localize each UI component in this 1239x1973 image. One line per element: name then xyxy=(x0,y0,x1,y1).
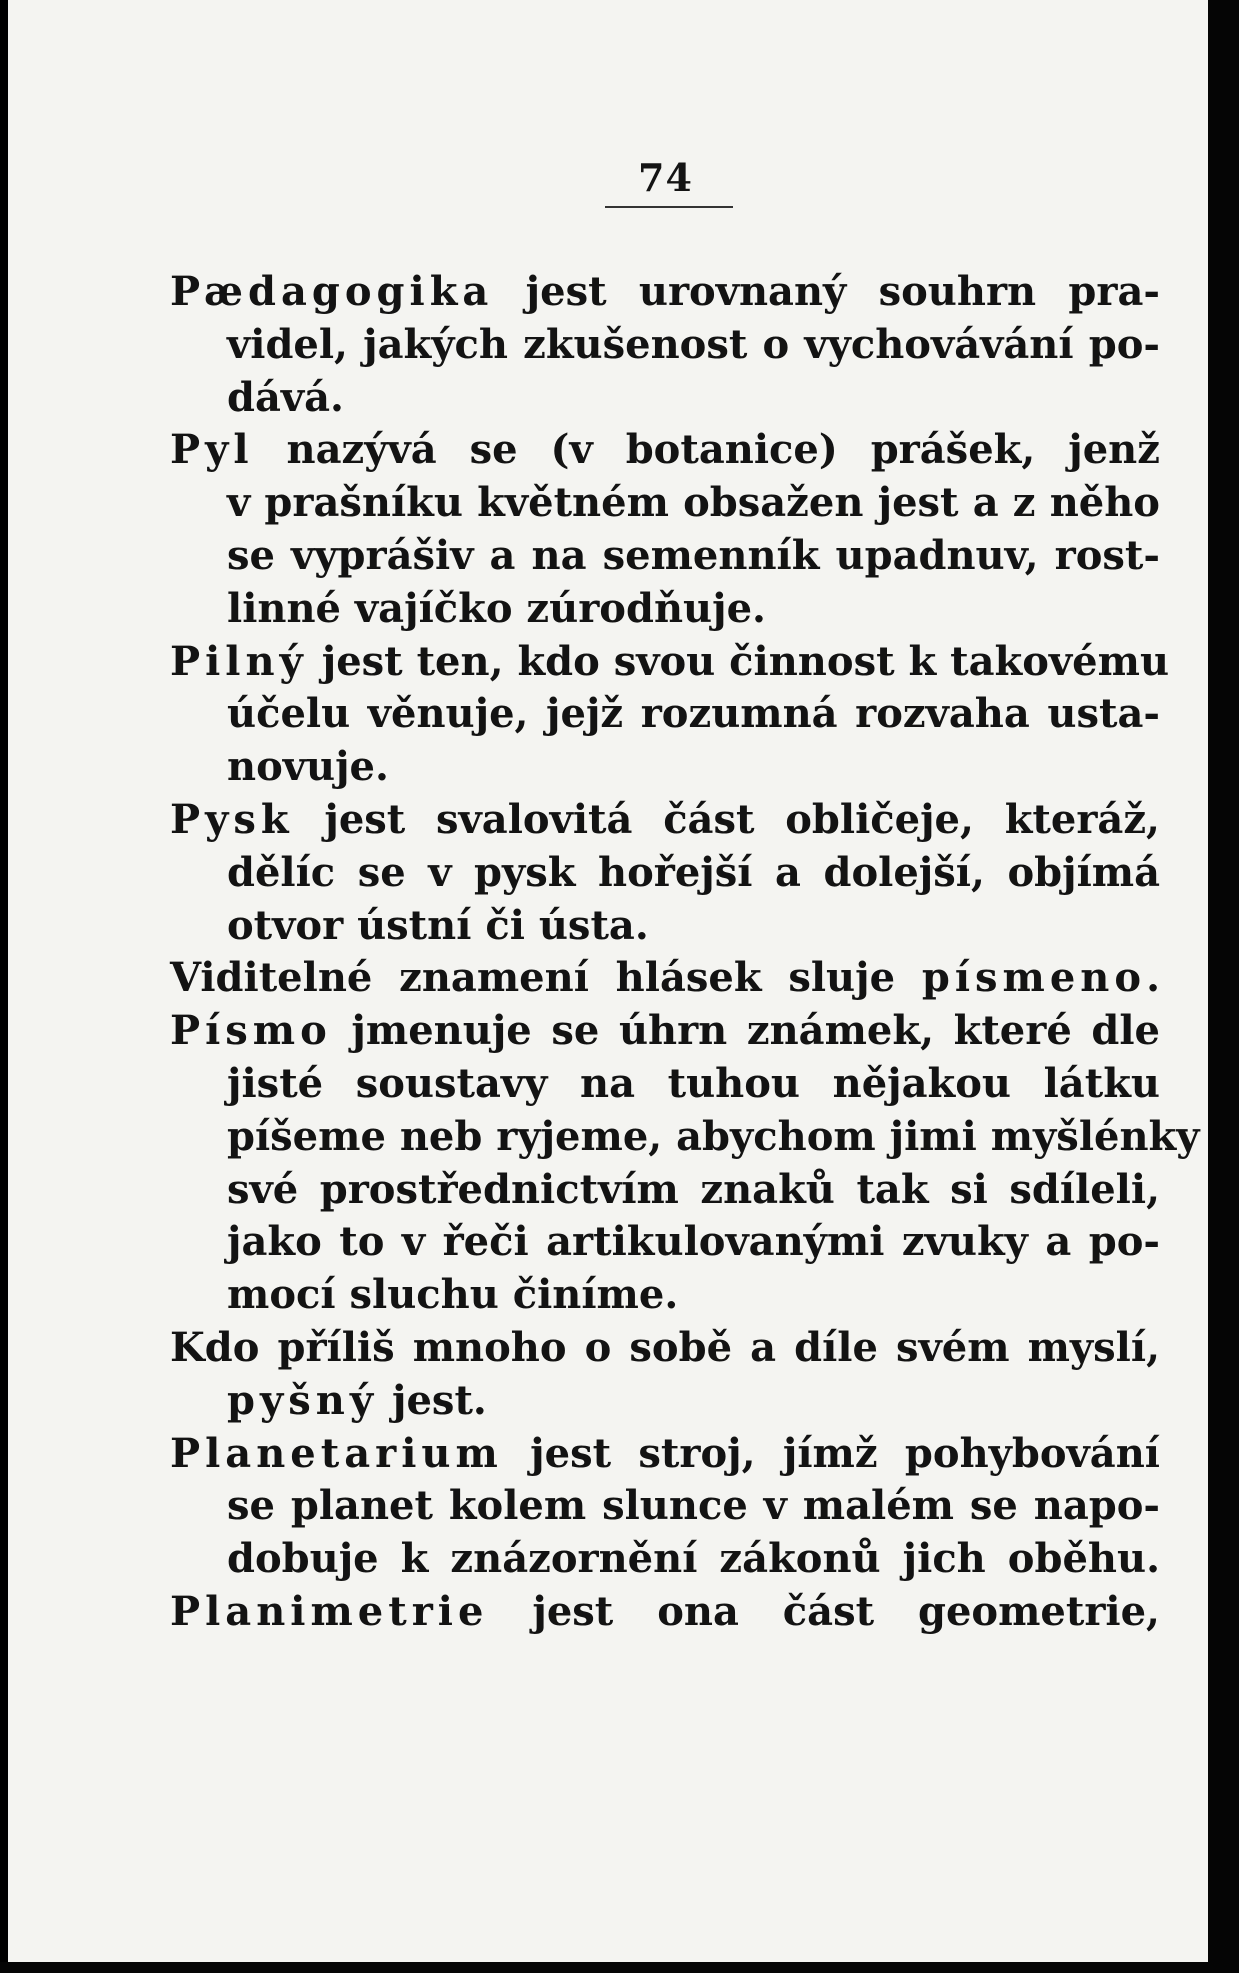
entry-line: své prostřednictvím znaků tak si sdíleli, xyxy=(227,1165,1160,1213)
entry-line: Kdo příliš mnoho o sobě a díle svém myslí, xyxy=(170,1323,1160,1371)
entry-term: Pyl xyxy=(170,426,254,474)
entry-line: mocí sluchu činíme. xyxy=(227,1271,679,1319)
entry-line xyxy=(170,794,1160,847)
entry-line xyxy=(170,1586,1160,1639)
entry-line xyxy=(170,424,1160,477)
entry-line xyxy=(170,636,1170,689)
entry-line xyxy=(170,266,1160,319)
entry-line xyxy=(170,1005,1160,1058)
entry-line xyxy=(170,1375,1160,1428)
entry-line: videl, jakých zkušenost o vychovávání po- xyxy=(227,320,1160,368)
scan-edge-right xyxy=(1208,0,1239,1973)
entry-term: Pysk xyxy=(170,795,294,843)
entry-term: Pilný xyxy=(170,637,308,685)
page-number-rule xyxy=(605,206,733,208)
entry-punctuation: . xyxy=(1146,954,1160,1002)
entry-line: jako to v řeči artikulovanými zvuky a po- xyxy=(227,1218,1160,1266)
entry-term: písmeno xyxy=(921,954,1147,1002)
entry-text: jest ten, kdo svou činnost k takovému xyxy=(321,637,1170,685)
entry-text: jest ona část geometrie, xyxy=(532,1587,1160,1635)
entry-line: jisté soustavy na tuhou nějakou látku xyxy=(227,1059,1160,1107)
dictionary-text xyxy=(170,266,1200,1639)
entry-text: Viditelné znamení hlásek sluje xyxy=(170,954,896,1002)
entry-line: dobuje k znázornění zákonů jich oběhu. xyxy=(227,1535,1160,1583)
entry-term: pyšný xyxy=(227,1376,379,1424)
entry-term: Planimetrie xyxy=(170,1587,489,1635)
entry-line: linné vajíčko zúrodňuje. xyxy=(227,584,766,632)
entry-line xyxy=(170,952,1160,1005)
entry-text: nazývá se (v botanice) prášek, jenž xyxy=(286,426,1160,474)
entry-line: v prašníku květném obsažen jest a z něho xyxy=(227,479,1160,527)
entry-line: otvor ústní či ústa. xyxy=(227,901,649,949)
entry-term: Písmo xyxy=(170,1007,332,1055)
entry-line: dělíc se v pysk hořejší a dolejší, objímá xyxy=(227,848,1160,896)
entry-line: novuje. xyxy=(227,743,389,791)
entry-text: jmenuje se úhrn známek, které dle xyxy=(351,1007,1161,1055)
entry-line: se planet kolem slunce v malém se napo- xyxy=(227,1482,1160,1530)
entry-line: účelu věnuje, jejž rozumná rozvaha usta- xyxy=(227,690,1160,738)
entry-line: píšeme neb ryjeme, abychom jimi myšlénky xyxy=(227,1112,1200,1160)
entry-term: Pædagogika xyxy=(170,268,494,315)
page-number: 74 xyxy=(638,155,693,200)
entry-term: Planetarium xyxy=(170,1429,503,1477)
entry-text: jest svalovitá část obličeje, kteráž, xyxy=(324,795,1160,843)
entry-line: dává. xyxy=(227,373,344,421)
entry-line xyxy=(170,1428,1160,1481)
entry-line: se vyprášiv a na semenník upadnuv, rost- xyxy=(227,531,1160,579)
entry-text: jest stroj, jímž pohybování xyxy=(530,1429,1160,1477)
entry-text: jest. xyxy=(392,1376,487,1424)
entry-text: jest urovnaný souhrn pra- xyxy=(525,268,1160,315)
scan-edge-bottom xyxy=(0,1962,1239,1973)
entry-term-group xyxy=(922,954,1160,1001)
